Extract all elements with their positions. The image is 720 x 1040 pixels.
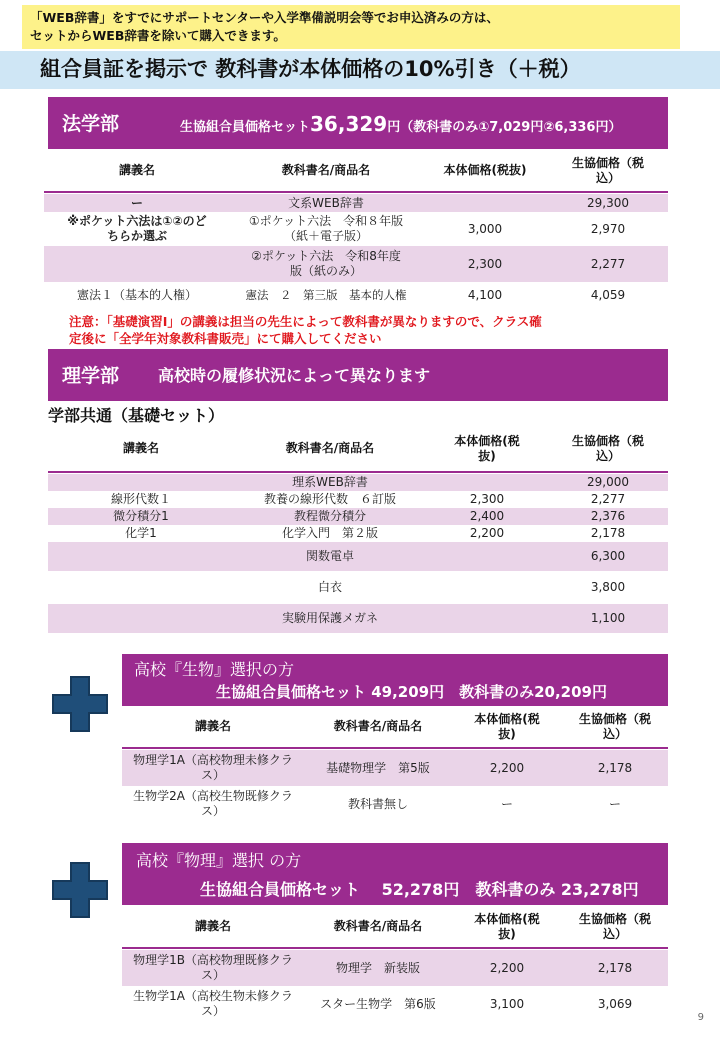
col-coop-price: 生協価格（税込） xyxy=(548,426,668,472)
row-coop: 4,059 xyxy=(548,282,668,308)
col-course: 講義名 xyxy=(48,426,234,472)
row-coop: 3,800 xyxy=(548,573,668,602)
row-base: 2,200 xyxy=(452,750,562,786)
col-base-price: 本体価格(税抜) xyxy=(426,426,548,472)
row-base xyxy=(426,604,548,633)
col-course: 講義名 xyxy=(122,706,304,748)
table-row xyxy=(48,474,668,491)
table-row xyxy=(44,246,668,282)
table-row xyxy=(48,491,668,508)
row-base xyxy=(422,194,548,212)
row-coop: 6,300 xyxy=(548,542,668,571)
law-title: 法学部 xyxy=(62,113,120,135)
row-course: 憲法１（基本的人権） xyxy=(44,282,230,308)
row-base: 3,000 xyxy=(422,212,548,246)
col-base-price: 本体価格(税抜) xyxy=(422,150,548,192)
table-header-row xyxy=(122,906,668,948)
row-course: 物理学1B（高校物理既修クラス） xyxy=(122,950,304,986)
row-course xyxy=(48,474,234,491)
discount-banner: 組合員証を掲示で 教科書が本体価格の10%引き（＋税） xyxy=(0,51,720,89)
row-course xyxy=(48,604,234,633)
row-coop: 3,069 xyxy=(562,986,668,1022)
row-base: 2,300 xyxy=(426,491,548,508)
row-course xyxy=(44,246,230,282)
row-book: 物理学 新装版 xyxy=(304,950,452,986)
col-base-price: 本体価格(税抜) xyxy=(452,706,562,748)
table-row xyxy=(122,750,668,786)
law-set-suffix: 円（教科書のみ①7,029円②6,336円） xyxy=(387,120,622,135)
table-header-row xyxy=(44,150,668,192)
row-base: 4,100 xyxy=(422,282,548,308)
row-base: 2,200 xyxy=(452,950,562,986)
notice-line-1: 「WEB辞書」をすでにサポートセンターや入学準備説明会等でお申込済みの方は、 xyxy=(30,10,499,25)
law-textbook-table xyxy=(44,150,668,308)
row-book: 文系WEB辞書 xyxy=(230,194,422,212)
table-row xyxy=(48,573,668,602)
plus-icon xyxy=(50,860,110,920)
row-book: 基礎物理学 第5版 xyxy=(304,750,452,786)
row-coop: 2,277 xyxy=(548,491,668,508)
science-title: 理学部 xyxy=(62,365,120,387)
physics-choice-title: 高校『物理』選択 の方 xyxy=(136,851,302,870)
law-set-price xyxy=(180,112,621,136)
biology-choice-header xyxy=(122,654,668,706)
table-row xyxy=(44,282,668,308)
biology-choice-table xyxy=(122,706,668,822)
row-book: ①ポケット六法 令和８年版（紙＋電子版） xyxy=(230,212,422,246)
row-base: 3,100 xyxy=(452,986,562,1022)
table-row xyxy=(44,194,668,212)
row-book: ②ポケット六法 令和8年度版（紙のみ） xyxy=(230,246,422,282)
row-book: 化学入門 第２版 xyxy=(234,525,426,542)
row-course: 生物学1A（高校生物未修クラス） xyxy=(122,986,304,1022)
table-header-row xyxy=(122,706,668,748)
notice-line-2: セットからWEB辞書を除いて購入できます。 xyxy=(30,28,286,43)
caution-line-1: 注意：「基礎演習Ⅰ」の講義は担当の先生によって教科書が異なりますので、クラス確 xyxy=(69,314,542,329)
row-course: 線形代数１ xyxy=(48,491,234,508)
row-base: 2,400 xyxy=(426,508,548,525)
table-row xyxy=(48,525,668,542)
row-course: ー xyxy=(44,194,230,212)
row-book: 理系WEB辞書 xyxy=(234,474,426,491)
row-coop: 1,100 xyxy=(548,604,668,633)
row-base xyxy=(426,573,548,602)
web-dictionary-notice xyxy=(22,5,680,49)
law-header xyxy=(48,97,668,149)
biology-set-price: 生協組合員価格セット 49,209円 教科書のみ20,209円 xyxy=(216,683,607,701)
row-book: 教科書無し xyxy=(304,786,452,822)
row-book: 教程微分積分 xyxy=(234,508,426,525)
biology-choice-title: 高校『生物』選択の方 xyxy=(134,660,295,679)
row-coop: 2,178 xyxy=(562,950,668,986)
physics-choice-header xyxy=(122,843,668,905)
col-coop-price: 生協価格（税込） xyxy=(562,906,668,948)
science-common-table xyxy=(48,426,668,633)
caution-note xyxy=(69,313,659,347)
row-book: 関数電卓 xyxy=(234,542,426,571)
row-course: 化学1 xyxy=(48,525,234,542)
page-number: 9 xyxy=(697,1012,704,1023)
table-row xyxy=(48,508,668,525)
table-row xyxy=(44,212,668,246)
row-coop: 2,277 xyxy=(548,246,668,282)
table-row xyxy=(122,786,668,822)
row-base: ー xyxy=(452,786,562,822)
row-book: スター生物学 第6版 xyxy=(304,986,452,1022)
row-base: 2,200 xyxy=(426,525,548,542)
row-coop: 29,000 xyxy=(548,474,668,491)
col-book: 教科書名/商品名 xyxy=(304,706,452,748)
science-subtitle: 高校時の履修状況によって異なります xyxy=(158,366,431,385)
col-book: 教科書名/商品名 xyxy=(230,150,422,192)
row-coop: ー xyxy=(562,786,668,822)
common-set-title: 学部共通（基礎セット） xyxy=(48,406,225,425)
table-row xyxy=(122,950,668,986)
row-coop: 2,178 xyxy=(548,525,668,542)
col-course: 講義名 xyxy=(122,906,304,948)
row-course xyxy=(48,542,234,571)
col-coop-price: 生協価格（税込） xyxy=(562,706,668,748)
col-book: 教科書名/商品名 xyxy=(304,906,452,948)
row-base: 2,300 xyxy=(422,246,548,282)
physics-set-price: 生協組合員価格セット 52,278円 教科書のみ 23,278円 xyxy=(200,880,639,899)
row-coop: 2,970 xyxy=(548,212,668,246)
row-base xyxy=(426,474,548,491)
plus-icon xyxy=(50,674,110,734)
row-book: 教養の線形代数 ６訂版 xyxy=(234,491,426,508)
row-coop: 29,300 xyxy=(548,194,668,212)
physics-choice-table xyxy=(122,906,668,1022)
row-coop: 2,376 xyxy=(548,508,668,525)
law-set-amount: 36,329 xyxy=(310,112,388,136)
row-base xyxy=(426,542,548,571)
row-book: 実験用保護メガネ xyxy=(234,604,426,633)
row-coop: 2,178 xyxy=(562,750,668,786)
row-course xyxy=(48,573,234,602)
row-book: 憲法 ２ 第三版 基本的人権 xyxy=(230,282,422,308)
col-course: 講義名 xyxy=(44,150,230,192)
row-course: 微分積分1 xyxy=(48,508,234,525)
col-coop-price: 生協価格（税込） xyxy=(548,150,668,192)
col-book: 教科書名/商品名 xyxy=(234,426,426,472)
table-row xyxy=(48,604,668,633)
row-course: 生物学2A（高校生物既修クラス） xyxy=(122,786,304,822)
caution-line-2: 定後に「全学年対象教科書販売」にて購入してください xyxy=(69,331,382,346)
law-set-prefix: 生協組合員価格セット xyxy=(180,120,311,135)
table-row xyxy=(48,542,668,571)
table-row xyxy=(122,986,668,1022)
science-header xyxy=(48,349,668,401)
table-header-row xyxy=(48,426,668,472)
row-course: 物理学1A（高校物理未修クラス） xyxy=(122,750,304,786)
col-base-price: 本体価格(税抜) xyxy=(452,906,562,948)
row-book: 白衣 xyxy=(234,573,426,602)
row-course: ※ポケット六法は①②のどちらか選ぶ xyxy=(44,212,230,246)
